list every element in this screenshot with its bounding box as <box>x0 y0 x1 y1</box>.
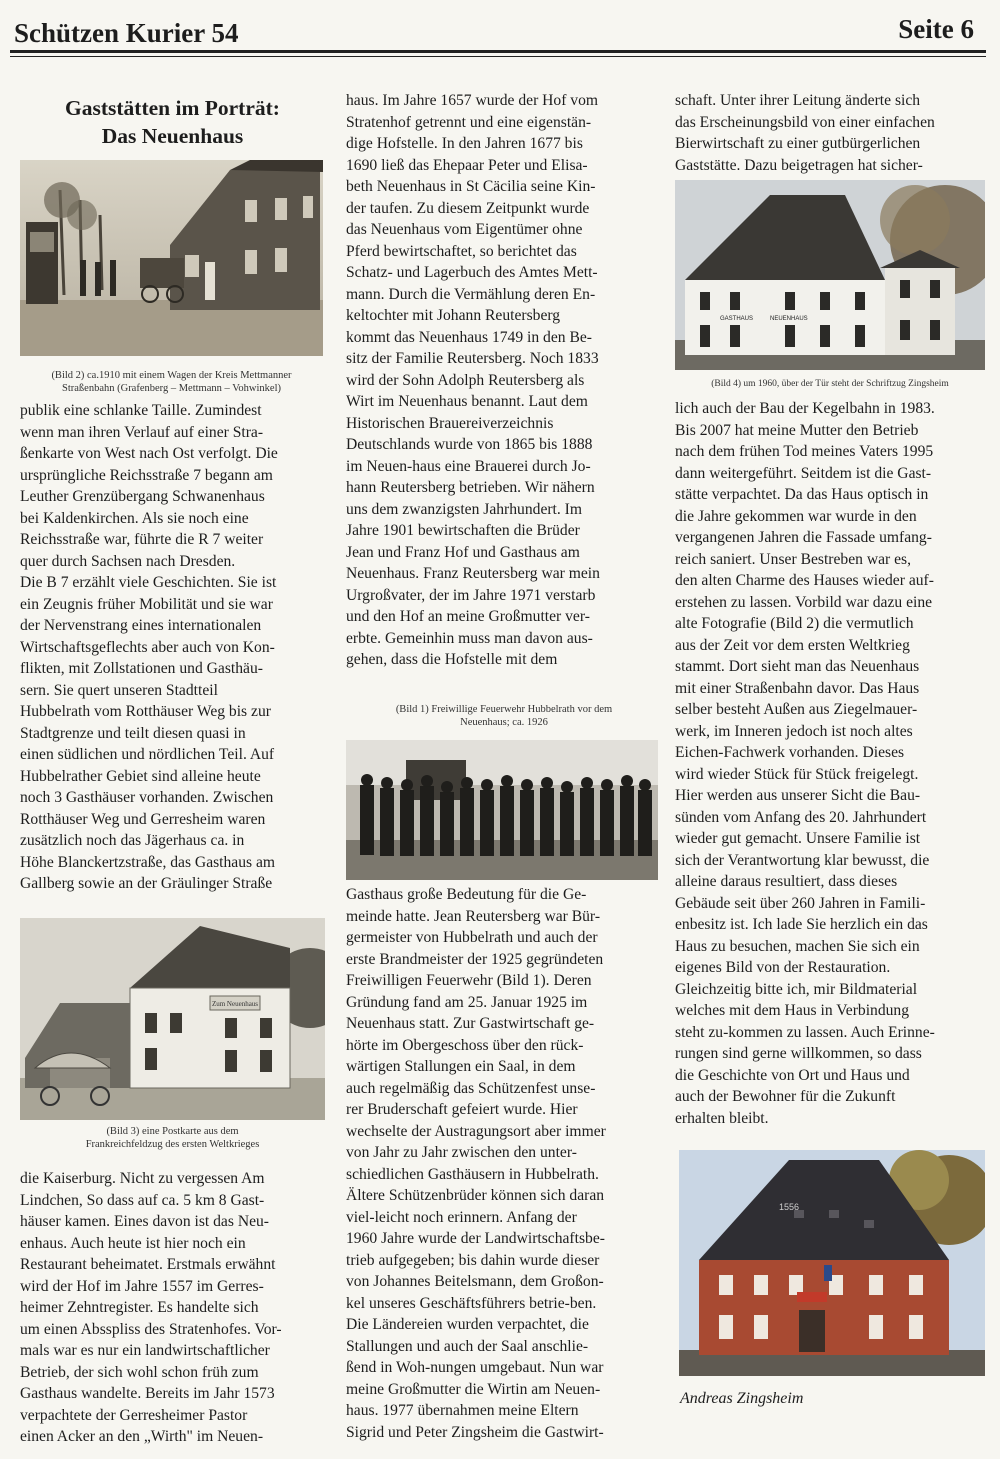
column-1-text-a <box>20 400 325 895</box>
text-line: gehen, dass die Hofstelle mit dem <box>346 651 558 668</box>
text-line: und den Hof an meine Großmutter ver- <box>346 608 590 625</box>
text-line: Urgroßvater, der im Jahre 1971 verstarb <box>346 586 596 604</box>
text-line: auch der Bewohner für die Zukunft <box>675 1088 896 1105</box>
text-line: lich auch der Bau der Kegelbahn in 1983. <box>675 400 935 417</box>
text-line: einen südlichen und nördlichen Teil. Auf <box>20 746 275 763</box>
header-rule-thin <box>10 56 986 57</box>
text-line: Gaststätte. Dazu beigetragen hat sicher- <box>675 156 923 174</box>
text-line: kommt das Neuenhaus 1749 in den Be- <box>346 328 592 346</box>
text-line: Bierwirtschaft zu einer gutbürgerlichen <box>675 135 921 152</box>
text-line: Sigrid und Peter Zingsheim die Gastwirt- <box>346 1423 604 1441</box>
text-line: uns dem zwanzigsten Jahrhundert. Im <box>346 500 583 518</box>
photo-bild3-postcard <box>20 918 325 1120</box>
photo-neuenhaus-today <box>679 1150 985 1376</box>
text-line: die Kaiserburg. Nicht zu vergessen Am <box>20 1170 265 1187</box>
text-line: wenn man ihren Verlauf auf einer Stra- <box>20 423 264 441</box>
text-line: welches mit dem Haus in Verbindung <box>675 1002 910 1019</box>
text-line: mals war es nur ein landwirtschaftlicher <box>20 1342 270 1359</box>
caption-bild3 <box>20 1125 325 1151</box>
text-line: die Geschichte von Ort und Haus und <box>675 1066 910 1084</box>
text-line: meine Großmutter die Wirtin am Neuen- <box>346 1380 601 1398</box>
text-line: Hubbelrather Gebiet sind alleine heute <box>20 767 261 785</box>
text-line: erstehen zu lassen. Vorbild war dazu eine <box>675 593 933 611</box>
text-line: schiedlichen Gasthäusern in Hubbelrath. <box>346 1165 599 1183</box>
text-line: kel unseres Geschäftsführers betrie-ben. <box>346 1294 597 1312</box>
photo-bild3-graphic <box>20 918 325 1120</box>
text-line: Stadtgrenze und teilt diesen quasi in <box>20 724 246 742</box>
text-line: Jahre 1901 bewirtschaften die Brüder <box>346 522 580 539</box>
text-line: Historischen Brauereiverzeichnis <box>346 414 554 432</box>
text-line: haus. 1977 übernahmen meine Eltern <box>346 1402 579 1419</box>
text-line: sünden vom Anfang des 20. Jahrhundert <box>675 808 927 826</box>
text-line: von Johannes Beitelsmann, dem Großon- <box>346 1273 604 1290</box>
text-line: verpachtete der Gerresheimer Pastor <box>20 1406 248 1424</box>
author-signature: Andreas Zingsheim <box>680 1390 804 1407</box>
caption-bild4: (Bild 4) um 1960, über der Tür steht der Schriftzug Zingsheim <box>711 379 949 389</box>
text-line: Hubbelrath vom Rotthäuser Weg bis zur <box>20 703 271 720</box>
article-title-line1: Gaststätten im Porträt: <box>65 96 280 120</box>
text-line: Gleichzeitig bitte ich, mir Bildmaterial <box>675 980 918 998</box>
text-line: noch 3 Gasthäuser vorhanden. Zwischen <box>20 789 274 806</box>
text-line: sern. Sie quert unseren Stadtteil <box>20 681 218 699</box>
text-line: häuser kamen. Eines davon ist das Neu- <box>20 1213 269 1230</box>
text-line: einen Acker an den „Wirth" im Neuen- <box>20 1428 264 1445</box>
text-line: Wirt im Neuenhaus benannt. Laut dem <box>346 393 588 410</box>
text-line: Hier werden aus unserer Sicht die Bau- <box>675 787 921 804</box>
text-line: schaft. Unter ihrer Leitung änderte sich <box>675 92 921 109</box>
text-line: Leuther Grenzübergang Schwanenhaus <box>20 488 265 505</box>
text-line: bei Kaldenkirchen. Als sie noch eine <box>20 509 249 527</box>
text-line: hörte im Obergeschoss über den rück- <box>346 1036 584 1054</box>
text-line: nach dem frühen Tod meines Vaters 1995 <box>675 443 934 460</box>
text-line: Gründung fand am 25. Januar 1925 im <box>346 993 588 1011</box>
caption-bild1-line1: (Bild 1) Freiwillige Feuerwehr Hubbelrath vor dem <box>395 704 613 715</box>
text-line: viel-leicht noch erinnern. Anfang der <box>346 1208 577 1226</box>
text-line: dige Hofstelle. In den Jahren 1677 bis <box>346 135 583 152</box>
text-line: Rotthäuser Weg und Gerresheim waren <box>20 810 266 828</box>
photo-bild4-house-1960 <box>675 180 985 370</box>
text-line: erste Brandmeister der 1925 gegründeten <box>346 950 604 968</box>
caption-bild2-line2: Straßenbahn (Grafenberg – Mettmann – Vohwinkel) <box>62 383 281 394</box>
text-line: rungen sind gerne willkommen, so dass <box>675 1045 922 1062</box>
article-title-line2: Das Neuenhaus <box>101 124 244 148</box>
column-1-text-b <box>20 1168 325 1448</box>
text-line: ursprüngliche Reichsstraße 7 begann am <box>20 466 273 484</box>
photo-bild1-graphic <box>346 740 658 880</box>
column-3-text-a <box>675 90 987 176</box>
text-line: wird der Hof im Jahre 1557 im Gerres- <box>20 1277 264 1295</box>
text-line: Höhe Blanckertzstraße, das Gasthaus am <box>20 853 276 871</box>
text-line: Bis 2007 hat meine Mutter den Betrieb <box>675 421 919 439</box>
text-line: wieder gut gemacht. Unsere Familie ist <box>675 830 921 847</box>
text-line: trieb aufgegeben; bis dahin wurde dieser <box>346 1251 600 1269</box>
text-line: publik eine schlanke Taille. Zumindest <box>20 402 262 419</box>
photo-bild4-sign-right: NEUENHAUS <box>770 316 808 322</box>
column-3-text-b <box>675 398 987 1129</box>
text-line: Freiwilligen Feuerwehr (Bild 1). Deren <box>346 972 592 989</box>
text-line: die Jahre gekommen war wurde in den <box>675 507 917 525</box>
text-line: Die B 7 erzählt viele Geschichten. Sie ist <box>20 574 277 591</box>
text-line: hann Reutersberg betrieben. Wir nähern <box>346 479 595 496</box>
text-line: flikten, mit Zollstationen und Gasthäu- <box>20 660 263 677</box>
text-line: zusätzlich noch das Jägerhaus ca. in <box>20 832 245 849</box>
text-line: das Neuenhaus vom Eigentümer ohne <box>346 221 583 238</box>
text-line: enbesitz ist. Ich lade Sie herzlich ein das <box>675 916 928 933</box>
text-line: dann weitergeführt. Seitdem ist die Gast- <box>675 464 932 482</box>
text-line: beth Neuenhaus in St Cäcilia seine Kin- <box>346 178 596 195</box>
text-line: Gallberg sowie an der Gräulinger Straße <box>20 875 273 892</box>
text-line: stätte verpachtet. Da das Haus optisch in <box>675 486 929 503</box>
newsletter-title: Schützen Kurier 54 <box>14 18 239 48</box>
text-line: stammt. Dort sieht man das Neuenhaus <box>675 658 920 675</box>
text-line: reich saniert. Unser Bestreben war es, <box>675 550 911 568</box>
text-line: erbte. Gemeinhin muss man davon aus- <box>346 629 593 647</box>
text-line: um einen Absspliss des Stratenhofes. Vor- <box>20 1320 282 1338</box>
article-title <box>20 94 325 150</box>
text-line: ßend in Woh-nungen umgebaut. Nun war <box>346 1359 604 1376</box>
text-line: Neuenhaus. Franz Reutersberg war mein <box>346 565 600 582</box>
photo-bild2-street-scene <box>20 160 323 356</box>
text-line: vergangenen Jahren die Fassade umfang- <box>675 529 932 546</box>
text-line: ßenkarte von West nach Ost verfolgt. Die <box>20 445 278 462</box>
text-line: germeister von Hubbelrath und auch der <box>346 929 598 946</box>
text-line: mann. Durch die Vermählung deren En- <box>346 285 596 303</box>
text-line: steht zu-kommen zu lassen. Auch Erinne- <box>675 1023 935 1041</box>
text-line: aus der Zeit vor dem ersten Weltkrieg <box>675 636 910 654</box>
text-line: meinde hatte. Jean Reutersberg war Bür- <box>346 907 601 925</box>
text-line: sitz der Familie Reutersberg. Noch 1833 <box>346 350 599 367</box>
text-line: im Neuen-haus eine Brauerei durch Jo- <box>346 457 591 475</box>
photo-neuenhaus-today-graphic <box>679 1150 985 1376</box>
text-line: Haus zu besuchen, machen Sie sich ein <box>675 937 920 955</box>
text-line: eigenes Bild von der Restauration. <box>675 959 891 976</box>
text-line: 1690 ließ das Ehepaar Peter und Elisa- <box>346 156 588 174</box>
caption-bild1-line2: Neuenhaus; ca. 1926 <box>460 717 548 728</box>
text-line: sich der Verantwortung klar bewusst, die <box>675 851 930 869</box>
text-line: Neuenhaus statt. Zur Gastwirtschaft ge- <box>346 1015 595 1032</box>
text-line: wärtigen Stallungen ein Saal, in dem <box>346 1058 576 1075</box>
text-line: Ältere Schützenbrüder können sich daran <box>346 1187 605 1204</box>
text-line: haus. Im Jahre 1657 wurde der Hof vom <box>346 92 599 109</box>
text-line: Gasthaus große Bedeutung für die Ge- <box>346 886 587 903</box>
column-2-text-b <box>346 884 662 1443</box>
text-line: Deutschlands wurde von 1865 bis 1888 <box>346 436 593 453</box>
photo-bild4-sign-left: GASTHAUS <box>720 316 754 322</box>
text-line: heimer Zehntregister. Es handelte sich <box>20 1299 259 1316</box>
text-line: Eichen-Fachwerk vorhanden. Dieses <box>675 744 905 761</box>
text-line: Die Ländereien wurden verpachtet, die <box>346 1316 589 1333</box>
text-line: rer Bruderschaft gefeiert wurde. Hier <box>346 1101 578 1118</box>
text-line: Stratenhof getrennt und eine eigenstän- <box>346 113 592 131</box>
text-line: werk, im Inneren jedoch ist noch altes <box>675 722 913 740</box>
photo-bild1-fire-brigade <box>346 740 658 880</box>
text-line: Jean und Franz Hof und Gasthaus am <box>346 543 580 561</box>
text-line: Gasthaus wandelte. Bereits im Jahr 1573 <box>20 1385 275 1402</box>
text-line: keltochter mit Johann Reutersberg <box>346 307 561 324</box>
text-line: Reichsstraße war, führte die R 7 weiter <box>20 531 264 548</box>
text-line: mit einer Straßenbahn davor. Das Haus <box>675 679 920 697</box>
text-line: wechselte der Austragungsort aber immer <box>346 1122 606 1140</box>
page-number: Seite 6 <box>898 14 974 44</box>
text-line: der Nervenstrang eines internationalen <box>20 617 262 634</box>
text-line: Pferd bewirtschaftet, so berichtet das <box>346 242 577 260</box>
text-line: von Jahr zu Jahr zwischen den unter- <box>346 1144 577 1161</box>
caption-bild3-line2: Frankreichfeldzug des ersten Weltkrieges <box>85 1139 260 1150</box>
photo-bild3-sign: Zum Neuenhaus <box>211 1000 259 1008</box>
photo-today-year: 1556 <box>779 1202 800 1212</box>
text-line: erhalten bleibt. <box>675 1109 769 1127</box>
text-line: 1960 Jahre wurde der Landwirtschaftsbe- <box>346 1230 605 1247</box>
caption-bild3-line1: (Bild 3) eine Postkarte aus dem <box>106 1126 239 1137</box>
text-line: wird der Sohn Adolph Reutersberg als <box>346 371 585 389</box>
text-line: selber besteht Außen aus Ziegelmauer- <box>675 701 918 718</box>
text-line: Gebäude seit über 260 Jahren in Famili- <box>675 894 926 912</box>
text-line: Lindchen, So dass auf ca. 5 km 8 Gast- <box>20 1191 265 1209</box>
text-line: quer durch Sachsen nach Dresden. <box>20 552 236 570</box>
text-line: Schatz- und Lagerbuch des Amtes Mett- <box>346 264 598 281</box>
photo-bild2-graphic <box>20 160 323 356</box>
text-line: wird wieder Stück für Stück freigelegt. <box>675 765 919 783</box>
text-line: Wirtschaftsgeflechts aber auch von Kon- <box>20 638 275 656</box>
text-line: Stallungen und auch der Saal anschlie- <box>346 1337 589 1355</box>
text-line: Betrieb, der sich wohl schon früh zum <box>20 1363 259 1381</box>
text-line: auch regelmäßig das Schützenfest unse- <box>346 1079 596 1097</box>
column-2-text-a <box>346 90 662 671</box>
text-line: enhaus. Auch heute ist hier noch ein <box>20 1234 246 1252</box>
photo-bild4-graphic <box>675 180 985 370</box>
text-line: den alten Charme des Hauses wieder auf- <box>675 572 934 589</box>
header-rule <box>10 50 986 53</box>
caption-bild2-line1: (Bild 2) ca.1910 mit einem Wagen der Kreis Mettmanner <box>51 370 292 381</box>
text-line: alte Fotografie (Bild 2) die vermutlich <box>675 615 914 632</box>
caption-bild2 <box>20 369 323 395</box>
text-line: Restaurant beheimatet. Erstmals erwähnt <box>20 1256 276 1273</box>
text-line: alleine daraus resultiert, dass dieses <box>675 873 898 890</box>
text-line: ein Zeugnis früher Mobilität und sie war <box>20 595 273 613</box>
text-line: das Erscheinungsbild von einer einfachen <box>675 113 935 131</box>
caption-bild1 <box>346 703 662 729</box>
text-line: der taufen. Zu diesem Zeitpunkt wurde <box>346 199 590 217</box>
